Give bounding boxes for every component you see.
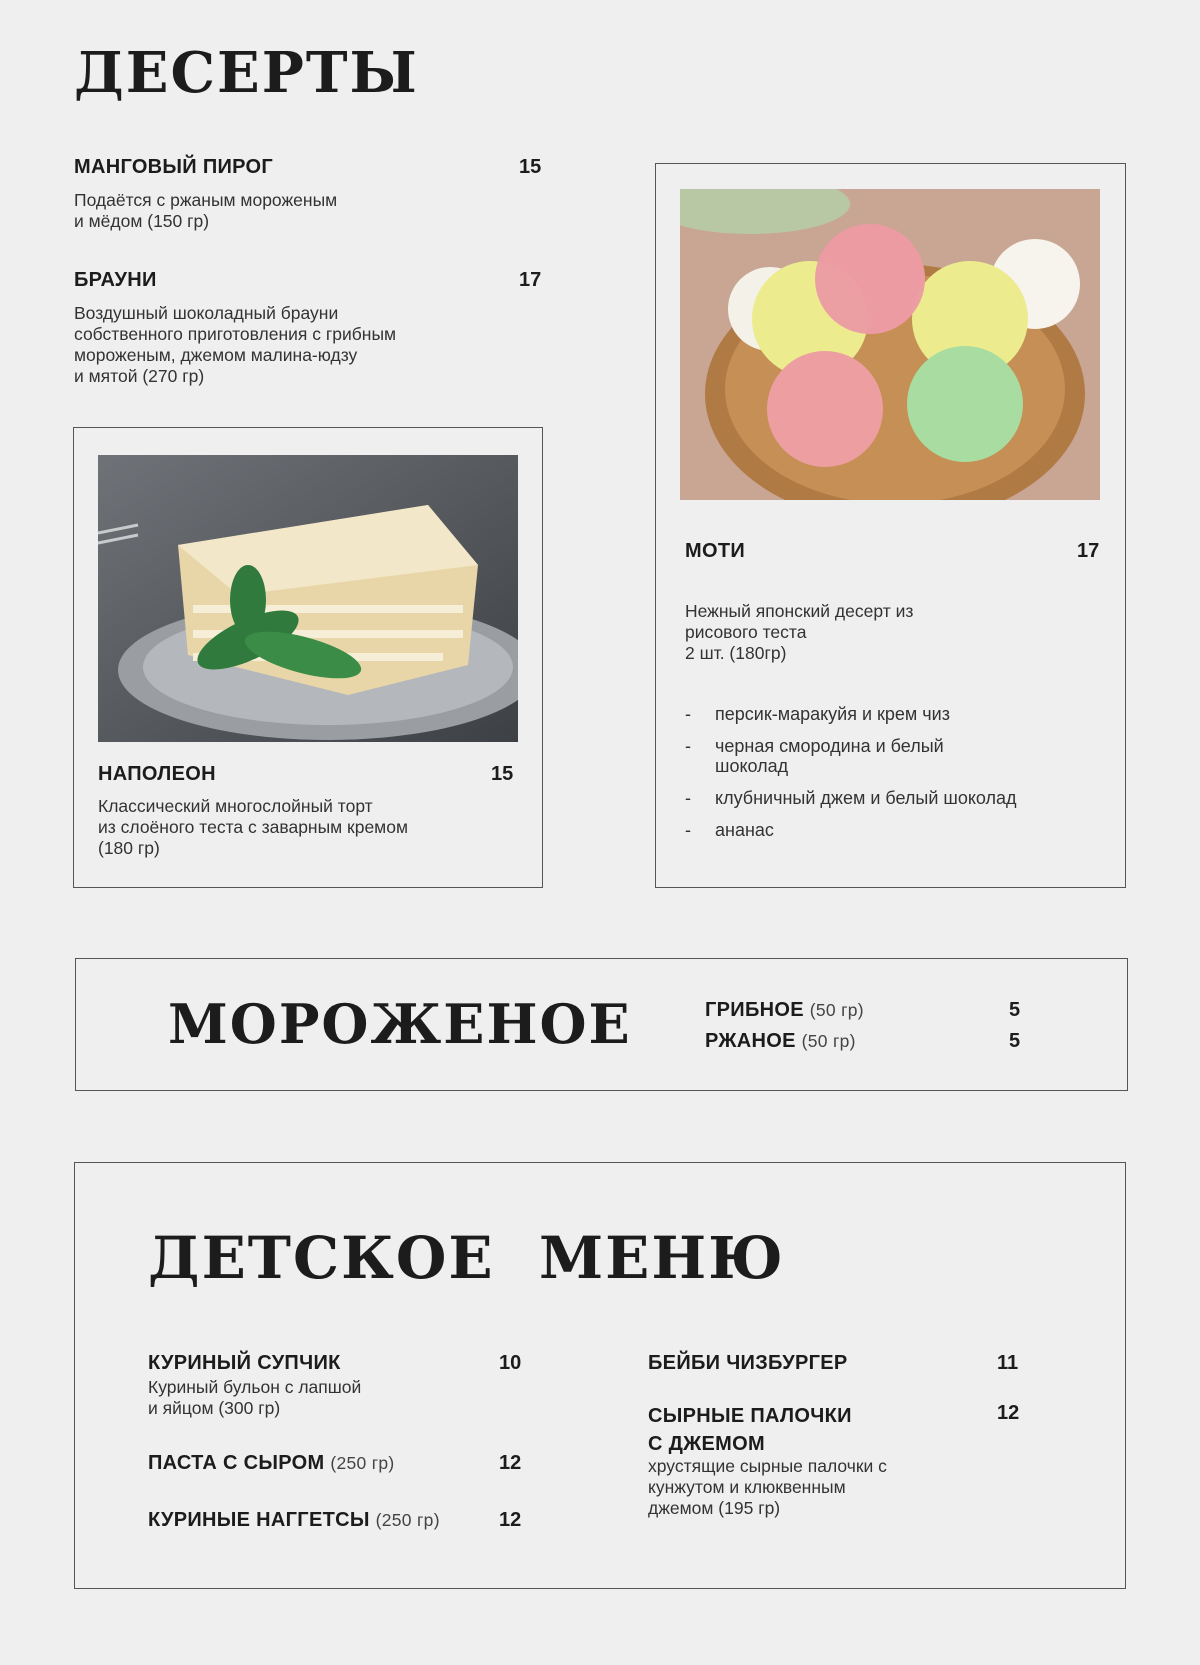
icecream-item-weight: (50 гр) bbox=[809, 1000, 864, 1020]
icecream-item-price: 5 bbox=[1009, 1030, 1021, 1052]
mochi-flavor-list bbox=[685, 704, 1105, 840]
kids-pasta-name: ПАСТА С СЫРОМ bbox=[148, 1452, 325, 1474]
mango-pie-description: Подаётся с ржаным мороженым и мёдом (150 гр) bbox=[74, 190, 338, 231]
kids-burger-price: 11 bbox=[997, 1352, 1019, 1374]
kids-pasta-weight: (250 гр) bbox=[330, 1453, 395, 1473]
mochi-price: 17 bbox=[1077, 540, 1100, 562]
icecream-item bbox=[705, 1030, 856, 1053]
list-dash: - bbox=[685, 736, 691, 756]
mochi-flavor-item bbox=[685, 704, 1105, 724]
mango-pie-name: МАНГОВЫЙ ПИРОГ bbox=[74, 156, 274, 178]
list-dash: - bbox=[685, 788, 691, 808]
napoleon-name: НАПОЛЕОН bbox=[98, 763, 216, 785]
napoleon-cake-photo bbox=[98, 455, 518, 742]
mochi-flavor-item bbox=[685, 736, 1105, 776]
kids-pasta-price: 12 bbox=[499, 1452, 522, 1474]
mango-pie-price: 15 bbox=[519, 156, 542, 178]
kids-sticks-price: 12 bbox=[997, 1402, 1020, 1424]
kids-soup-description: Куриный бульон с лапшой и яйцом (300 гр) bbox=[148, 1377, 362, 1418]
mochi-name: МОТИ bbox=[685, 540, 746, 562]
icecream-item-name: РЖАНОЕ bbox=[705, 1030, 796, 1052]
mochi-flavor-label: клубничный джем и белый шоколад bbox=[715, 788, 1017, 808]
mochi-flavor-item bbox=[685, 820, 1105, 840]
kids-nuggets-weight: (250 гр) bbox=[375, 1510, 440, 1530]
mochi-flavor-item bbox=[685, 788, 1105, 808]
kids-nuggets-name: КУРИНЫЕ НАГГЕТСЫ bbox=[148, 1509, 370, 1531]
mochi-flavor-label: персик-маракуйя и крем чиз bbox=[715, 704, 950, 724]
icecream-item-weight: (50 гр) bbox=[801, 1031, 856, 1051]
icecream-item bbox=[705, 999, 864, 1022]
napoleon-description: Классический многослойный торт из слоёного теста с заварным кремом (180 гр) bbox=[98, 796, 408, 858]
kids-pasta bbox=[148, 1452, 395, 1475]
kids-nuggets-price: 12 bbox=[499, 1509, 522, 1531]
kids-burger-name: БЕЙБИ ЧИЗБУРГЕР bbox=[648, 1352, 848, 1374]
kids-sticks-name-line2: С ДЖЕМОМ bbox=[648, 1433, 765, 1455]
mochi-description: Нежный японский десерт из рисового теста 2 шт. (180гр) bbox=[685, 601, 914, 663]
brownie-name: БРАУНИ bbox=[74, 269, 157, 291]
brownie-description: Воздушный шоколадный брауни собственного приготовления с грибным мороженым, джемом малина-юдзу и мятой (270 гр) bbox=[74, 303, 397, 386]
list-dash: - bbox=[685, 820, 691, 840]
desserts-title: ДЕСЕРТЫ bbox=[74, 40, 419, 106]
icecream-item-price: 5 bbox=[1009, 999, 1021, 1021]
kids-sticks-name bbox=[648, 1402, 852, 1458]
mochi-flavor-label: черная смородина и белый шоколад bbox=[715, 736, 944, 776]
kids-menu-title: ДЕТСКОЕ МЕНЮ bbox=[148, 1224, 785, 1292]
kids-sticks-name-line1: СЫРНЫЕ ПАЛОЧКИ bbox=[648, 1405, 852, 1427]
brownie-price: 17 bbox=[519, 269, 542, 291]
kids-nuggets bbox=[148, 1509, 440, 1532]
icecream-title: МОРОЖЕНОЕ bbox=[168, 992, 632, 1056]
kids-soup-name: КУРИНЫЙ СУПЧИК bbox=[148, 1352, 341, 1374]
mochi-photo bbox=[680, 189, 1100, 500]
napoleon-price: 15 bbox=[491, 763, 514, 785]
mochi-flavor-label: ананас bbox=[715, 820, 774, 840]
list-dash: - bbox=[685, 704, 691, 724]
kids-sticks-description: хрустящие сырные палочки с кунжутом и клюквенным джемом (195 гр) bbox=[648, 1456, 887, 1518]
icecream-item-name: ГРИБНОЕ bbox=[705, 999, 804, 1021]
kids-soup-price: 10 bbox=[499, 1352, 522, 1374]
